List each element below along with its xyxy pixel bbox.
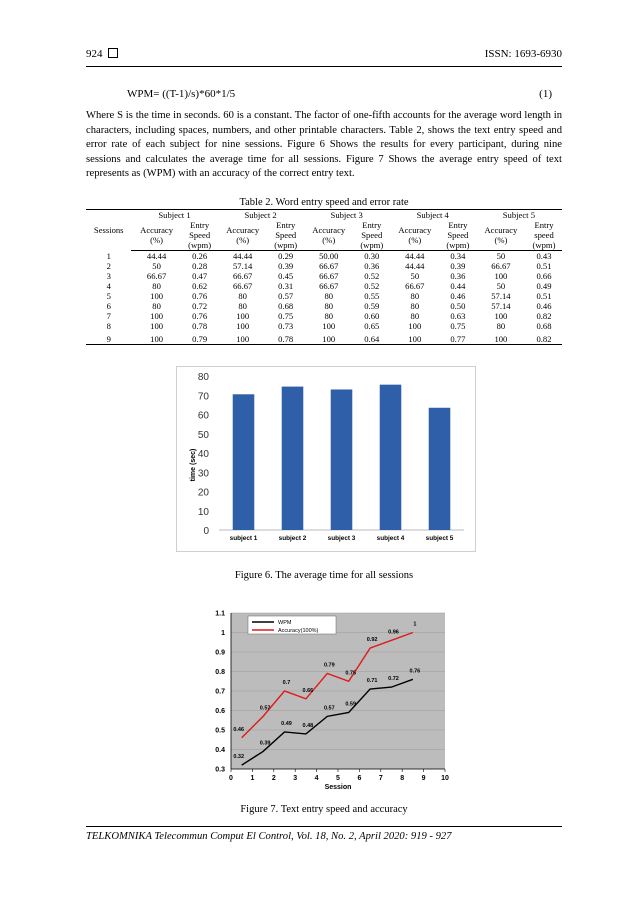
column-header: [476, 220, 526, 251]
table-cell: 0.75: [450, 321, 466, 331]
table-row: [86, 271, 562, 281]
data-label: 0.49: [281, 720, 292, 727]
y-tick-label: 70: [197, 391, 209, 403]
table-cell: 0.49: [536, 281, 552, 291]
table-cell: 0.64: [354, 331, 390, 345]
session-cell: 4: [106, 281, 111, 291]
table-cell: 0.79: [182, 331, 218, 345]
data-label: 0.32: [233, 754, 245, 761]
table-cell: 66.67: [319, 281, 339, 291]
table-cell: 80: [152, 301, 161, 311]
session-cell: 2: [106, 261, 111, 271]
column-header: [218, 220, 268, 251]
subject-header-row: [86, 210, 562, 221]
x-tick-label: 9: [421, 775, 426, 782]
table-cell: 0.44: [450, 281, 466, 291]
data-label: 1: [413, 621, 417, 628]
column-header-line: (%): [236, 235, 250, 245]
table-cell: 100: [494, 271, 508, 281]
table-cell: 80: [152, 281, 161, 291]
table-cell: 0.36: [364, 261, 380, 271]
table-cell: 0.63: [450, 311, 466, 321]
table-row: [86, 331, 562, 345]
page-footer: TELKOMNIKA Telecommun Comput El Control, Vol. 18, No. 2, April 2020: 919 - 927: [86, 826, 562, 842]
table-cell: 0.72: [192, 301, 208, 311]
column-header-line: Accuracy: [398, 225, 432, 235]
table-cell: 100: [218, 331, 268, 345]
issn: ISSN: 1693-6930: [484, 48, 562, 60]
table-cell: 66.67: [319, 261, 339, 271]
column-header: [354, 220, 390, 251]
column-header: [390, 220, 440, 251]
column-header-line: (wpm): [274, 240, 298, 250]
table-cell: 50: [410, 271, 420, 281]
bar: [331, 389, 353, 530]
table-cell: 0.34: [450, 251, 466, 261]
table-cell: 66.67: [146, 271, 167, 281]
column-header-line: Speed: [275, 230, 297, 240]
column-header-line: Entry: [448, 220, 468, 230]
column-header-line: Speed: [447, 230, 469, 240]
table-cell: 0.76: [192, 311, 208, 321]
y-tick-label: 30: [197, 468, 209, 480]
table-cell: 0.59: [364, 301, 380, 311]
data-label: 0.59: [345, 701, 357, 708]
table-cell: 100: [304, 331, 354, 345]
column-header-line: (wpm): [188, 240, 212, 250]
table-cell: 80: [496, 321, 506, 331]
page-number: 924: [86, 48, 118, 60]
subject-header: Subject 5: [476, 210, 562, 221]
data-label: 0.57: [259, 705, 271, 712]
bar: [233, 394, 255, 530]
x-tick-label: 8: [400, 775, 405, 782]
x-tick-label: 4: [314, 775, 319, 782]
legend-label: WPM: [278, 620, 292, 626]
session-cell: 6: [106, 301, 111, 311]
table-cell: 100: [236, 311, 250, 321]
table-cell: 0.29: [278, 251, 294, 261]
y-tick-label: 0: [203, 526, 209, 537]
column-header-row: [86, 220, 562, 251]
data-label: 0.46: [233, 726, 245, 733]
x-tick-label: 7: [378, 775, 383, 782]
table-cell: 0.50: [450, 301, 466, 311]
column-header-line: (wpm): [532, 240, 556, 250]
column-header-line: Accuracy: [484, 225, 518, 235]
table-caption: Table 2. Word entry speed and error rate: [239, 197, 409, 208]
column-header: [440, 220, 476, 251]
session-cell: 9: [86, 331, 131, 345]
data-label: 0.48: [302, 722, 314, 729]
table-cell: 0.39: [278, 261, 294, 271]
table-row: [86, 311, 562, 321]
checkbox-icon: [108, 48, 118, 58]
table-cell: 0.78: [192, 321, 208, 331]
table-cell: 80: [324, 291, 334, 301]
table-cell: 0.51: [536, 261, 552, 271]
data-label: 0.75: [345, 670, 357, 677]
table-cell: 0.46: [536, 301, 552, 311]
table-cell: 80: [324, 301, 334, 311]
table-row: [86, 291, 562, 301]
session-cell: 5: [106, 291, 111, 301]
legend-label: Accuracy(100%): [278, 628, 319, 634]
column-header-line: speed: [534, 230, 554, 240]
table-cell: 66.67: [491, 261, 511, 271]
y-tick-label: 10: [197, 506, 209, 518]
table-cell: 0.57: [278, 291, 294, 301]
page-header: [86, 44, 562, 67]
data-label: 0.71: [366, 678, 378, 685]
table-cell: 0.82: [536, 311, 552, 321]
table-cell: 0.46: [450, 291, 466, 301]
x-tick-label: 5: [336, 775, 340, 782]
column-header-line: Speed: [361, 230, 383, 240]
table-cell: 44.44: [405, 251, 425, 261]
table-cell: 100: [494, 311, 508, 321]
data-label: 0.92: [366, 637, 378, 644]
data-label: 0.76: [409, 668, 421, 675]
subject-header: Subject 2: [218, 210, 304, 221]
y-tick-label: 50: [197, 429, 209, 441]
y-tick-label: 0.6: [215, 708, 225, 715]
table-cell: 0.47: [192, 271, 208, 281]
data-label: 0.72: [388, 676, 399, 683]
y-tick-label: 0.7: [215, 688, 225, 696]
session-cell: 1: [106, 250, 111, 261]
bar: [380, 385, 402, 530]
table-cell: 100: [476, 331, 526, 345]
y-tick-label: 1.1: [215, 610, 225, 618]
bar: [282, 387, 304, 530]
column-header: [304, 220, 354, 251]
column-header-line: Accuracy: [312, 225, 346, 235]
y-tick-label: 0.4: [215, 747, 225, 754]
table-cell: 100: [408, 321, 422, 331]
y-tick-label: 20: [197, 487, 209, 499]
table-cell: 80: [410, 291, 420, 301]
table-row: [86, 261, 562, 271]
table-cell: 50: [496, 251, 506, 261]
table-row: [86, 301, 562, 311]
table-cell: 100: [390, 331, 440, 345]
column-header-line: Entry: [276, 220, 296, 230]
x-tick-label: 1: [250, 775, 255, 782]
x-tick-label: subject 5: [425, 535, 454, 542]
table-cell: 0.28: [192, 261, 208, 271]
table-row: [86, 321, 562, 331]
y-tick-label: 60: [197, 410, 209, 422]
column-header-line: Accuracy: [140, 225, 174, 235]
table-cell: 0.39: [450, 261, 466, 271]
x-tick-label: 3: [293, 775, 298, 782]
table-cell: 100: [236, 321, 250, 331]
bar-chart: [176, 366, 476, 552]
table-cell: 100: [131, 331, 181, 345]
column-header-line: (%): [150, 235, 164, 245]
table-body: [86, 251, 562, 345]
y-tick-label: 80: [197, 372, 209, 383]
subject-header: Subject 3: [304, 210, 390, 221]
column-header: [526, 220, 562, 251]
table-cell: 0.36: [450, 271, 466, 281]
table-row: [86, 281, 562, 291]
figure-7-caption: Figure 7. Text entry speed and accuracy: [240, 804, 408, 815]
table-cell: 0.75: [278, 311, 294, 321]
table-cell: 0.60: [364, 311, 380, 321]
subject-header: Subject 1: [131, 210, 217, 221]
table-cell: 80: [410, 311, 420, 321]
table-row: [86, 251, 562, 262]
table-cell: 100: [150, 321, 164, 331]
table-cell: 0.30: [364, 251, 380, 261]
column-header-line: (wpm): [360, 240, 384, 250]
table-cell: 0.65: [364, 321, 380, 331]
column-header: [182, 220, 218, 251]
results-table: [86, 209, 562, 345]
session-cell: 8: [106, 321, 111, 331]
x-tick-label: 2: [271, 775, 276, 782]
column-header-line: (%): [322, 235, 336, 245]
table-cell: 0.52: [364, 281, 380, 291]
x-tick-label: 10: [441, 775, 449, 782]
table-cell: 0.82: [526, 331, 562, 345]
formula: WPM= ((T-1)/s)*60*1/5: [127, 88, 236, 100]
column-header-line: (%): [408, 235, 422, 245]
data-label: 0.66: [302, 687, 314, 694]
table-cell: 57.14: [491, 291, 511, 301]
table-cell: 0.73: [278, 321, 294, 331]
x-tick-label: subject 2: [278, 535, 307, 542]
table-cell: 50: [496, 281, 506, 291]
figure-6-caption: Figure 6. The average time for all sessions: [234, 570, 414, 581]
data-label: 0.79: [323, 662, 335, 669]
table-cell: 66.67: [405, 281, 425, 291]
table-cell: 100: [150, 291, 164, 301]
subject-header: Subject 4: [390, 210, 476, 221]
y-tick-label: 0.8: [215, 669, 225, 676]
table-cell: 0.55: [364, 291, 380, 301]
table-cell: 0.45: [278, 271, 294, 281]
table-cell: 0.31: [278, 281, 294, 291]
table-cell: 0.68: [536, 321, 552, 331]
table-cell: 57.14: [491, 301, 511, 311]
table-cell: 0.68: [278, 301, 294, 311]
y-axis-label: time (sec): [190, 448, 197, 482]
session-cell: 7: [106, 311, 111, 321]
equation-number: (1): [539, 88, 552, 100]
table-cell: 50.00: [319, 251, 339, 261]
x-tick-label: subject 1: [229, 535, 258, 542]
data-label: 0.57: [323, 705, 335, 712]
table-cell: 66.67: [232, 281, 253, 291]
x-tick-label: 6: [357, 775, 362, 782]
x-tick-label: 0: [229, 775, 233, 782]
line-chart: [198, 604, 454, 792]
table-cell: 0.76: [192, 291, 208, 301]
y-tick-label: 0.9: [215, 649, 225, 657]
y-tick-label: 40: [197, 449, 209, 460]
column-header-line: Entry: [534, 220, 554, 230]
x-tick-label: subject 3: [327, 535, 356, 542]
table-cell: 44.44: [405, 261, 425, 271]
column-header-line: (%): [494, 235, 508, 245]
table-cell: 44.44: [146, 251, 167, 261]
table-cell: 50: [152, 261, 161, 271]
column-header-line: Entry: [362, 220, 382, 230]
table-cell: 57.14: [232, 261, 253, 271]
table-cell: 0.77: [440, 331, 476, 345]
table-cell: 0.43: [536, 251, 552, 261]
column-header: [131, 220, 181, 251]
data-label: 0.39: [259, 740, 271, 747]
sessions-header: Sessions: [86, 210, 131, 251]
table-cell: 0.52: [364, 271, 380, 281]
table-cell: 80: [238, 291, 247, 301]
body-paragraph: Where S is the time in seconds. 60 is a constant. The factor of one-fifth accounts for the average word length in characters, including spaces, numbers, and other printable characters. Table 2, shows the text entry speed and error rate of each subject for nine sessions. Figure 6 Shows the results for every participant, during nine sessions and calculates the average time for all sessions. Figure 7 Shows the average entry speed of text represents as (WPM) with an accuracy of the correct entry text.: [86, 110, 562, 180]
table-cell: 66.67: [232, 271, 253, 281]
column-header: [268, 220, 304, 251]
table-cell: 66.67: [319, 271, 339, 281]
session-cell: 3: [106, 271, 111, 281]
x-axis-label: Session: [324, 784, 352, 791]
table-cell: 0.62: [192, 281, 208, 291]
table-cell: 0.51: [536, 291, 552, 301]
data-label: 0.96: [388, 629, 399, 636]
table-cell: 100: [322, 321, 336, 331]
table-cell: 80: [238, 301, 247, 311]
table-cell: 0.66: [536, 271, 552, 281]
table-cell: 100: [150, 311, 164, 321]
y-tick-label: 0.3: [215, 766, 225, 774]
column-header-line: Accuracy: [226, 225, 260, 235]
y-tick-label: 0.5: [215, 727, 225, 735]
bar: [429, 408, 451, 530]
x-tick-label: subject 4: [376, 535, 405, 542]
column-header-line: (wpm): [446, 240, 470, 250]
column-header-line: Speed: [189, 230, 211, 240]
table-cell: 44.44: [232, 251, 253, 261]
data-label: 0.7: [282, 680, 291, 686]
table-cell: 0.78: [268, 331, 304, 345]
y-tick-label: 1: [221, 630, 225, 637]
table-cell: 80: [410, 301, 420, 311]
column-header-line: Entry: [190, 220, 210, 230]
table-cell: 80: [324, 311, 334, 321]
table-cell: 0.26: [192, 251, 208, 261]
